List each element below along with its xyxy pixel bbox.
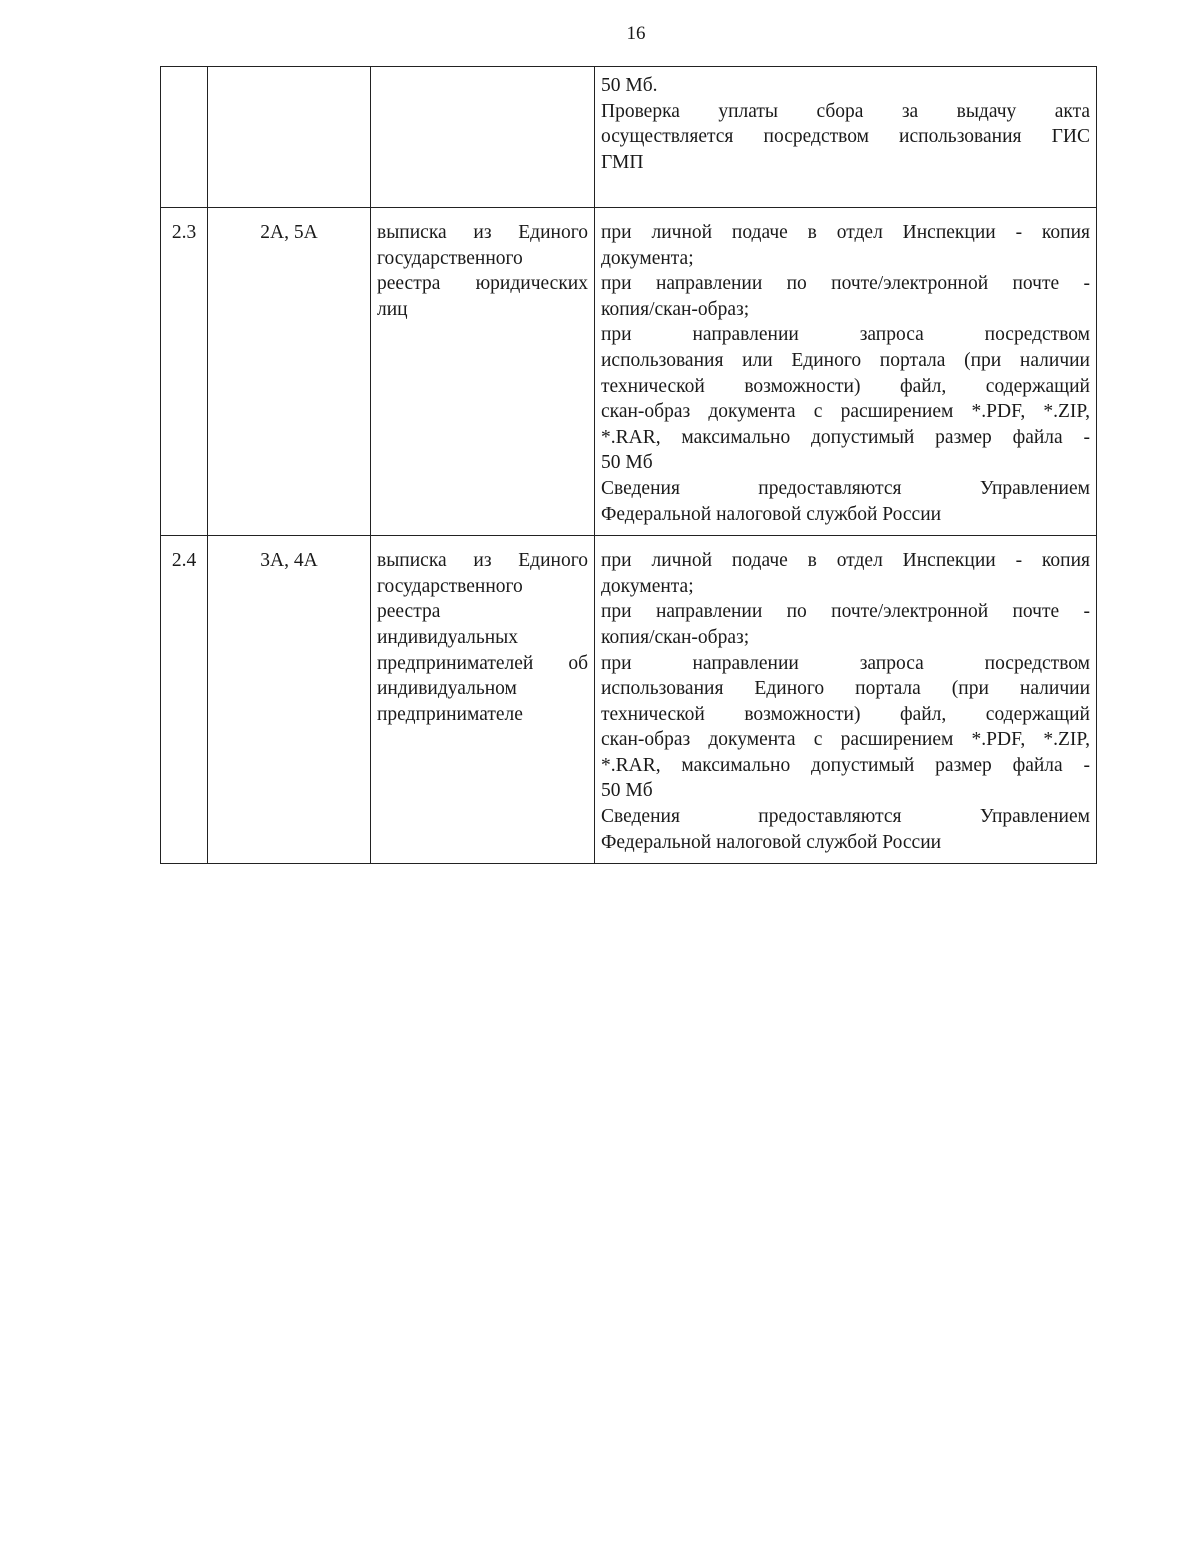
form-reference-cell: 3А, 4А bbox=[208, 536, 371, 864]
document-name-cell bbox=[371, 208, 595, 536]
text-line: технической возможности) файл, содержащий bbox=[601, 375, 1090, 397]
text-line: использования Единого портала (при наличии bbox=[601, 678, 1090, 700]
text-line: индивидуальных bbox=[377, 626, 519, 648]
text-line: использования или Единого портала (при наличии bbox=[601, 349, 1090, 371]
table-row bbox=[161, 208, 1097, 536]
text-line: копия/скан-образ; bbox=[601, 626, 750, 648]
text-line: 50 Мб. bbox=[601, 75, 658, 96]
submission-method-cell bbox=[595, 536, 1097, 864]
form-reference-cell: 2А, 5А bbox=[208, 208, 371, 536]
text-line: реестра юридических bbox=[377, 273, 588, 295]
text-line: Проверка уплаты сбора за выдачу акта bbox=[601, 100, 1090, 122]
table-row bbox=[161, 536, 1097, 864]
row-number-cell bbox=[161, 67, 208, 208]
table-row bbox=[161, 67, 1097, 208]
text-line: 50 Мб bbox=[601, 780, 653, 802]
submission-method-cell bbox=[595, 208, 1097, 536]
text-line: Сведения предоставляются Управлением bbox=[601, 477, 1090, 499]
text-line: Сведения предоставляются Управлением bbox=[601, 806, 1090, 828]
text-line: государственного bbox=[377, 247, 523, 269]
text-line: 50 Мб bbox=[601, 452, 653, 474]
text-line: при личной подаче в отдел Инспекции - копия bbox=[601, 222, 1090, 243]
document-name-cell bbox=[371, 536, 595, 864]
text-line: реестра bbox=[377, 601, 441, 623]
text-line: Федеральной налоговой службой России bbox=[601, 503, 942, 525]
text-line: предпринимателей об bbox=[377, 652, 588, 674]
text-line: при направлении запроса посредством bbox=[601, 652, 1090, 674]
text-line: индивидуальном bbox=[377, 678, 517, 700]
row-number-cell: 2.3 bbox=[161, 208, 208, 536]
text-line: документа; bbox=[601, 575, 694, 597]
document-table bbox=[160, 66, 1097, 864]
form-reference-cell bbox=[208, 67, 371, 208]
document-name-cell bbox=[371, 67, 595, 208]
text-line: Федеральной налоговой службой России bbox=[601, 831, 942, 853]
text-line: при направлении запроса посредством bbox=[601, 324, 1090, 346]
table-body bbox=[161, 67, 1097, 864]
text-line: при направлении по почте/электронной почте - bbox=[601, 273, 1090, 295]
text-line: предпринимателе bbox=[377, 703, 523, 725]
text-line: при направлении по почте/электронной почте - bbox=[601, 601, 1090, 623]
text-line: осуществляется посредством использования ГИС bbox=[601, 126, 1090, 148]
text-line: лиц bbox=[377, 298, 408, 320]
text-line: *.RAR, максимально допустимый размер файла - bbox=[601, 754, 1090, 776]
text-line: технической возможности) файл, содержащий bbox=[601, 703, 1090, 725]
submission-method-cell bbox=[595, 67, 1097, 208]
text-line: выписка из Единого bbox=[377, 222, 588, 243]
text-line: государственного bbox=[377, 575, 523, 597]
text-line: *.RAR, максимально допустимый размер файла - bbox=[601, 426, 1090, 448]
text-line: ГМП bbox=[601, 151, 644, 173]
text-line: копия/скан-образ; bbox=[601, 298, 750, 320]
text-line: выписка из Единого bbox=[377, 550, 588, 572]
text-line: скан-образ документа с расширением *.PDF, *.ZIP, bbox=[601, 729, 1090, 751]
row-number-cell: 2.4 bbox=[161, 536, 208, 864]
text-line: скан-образ документа с расширением *.PDF, *.ZIP, bbox=[601, 401, 1090, 423]
text-line: документа; bbox=[601, 247, 694, 269]
text-line: при личной подаче в отдел Инспекции - копия bbox=[601, 550, 1090, 572]
page-number: 16 bbox=[626, 23, 646, 44]
